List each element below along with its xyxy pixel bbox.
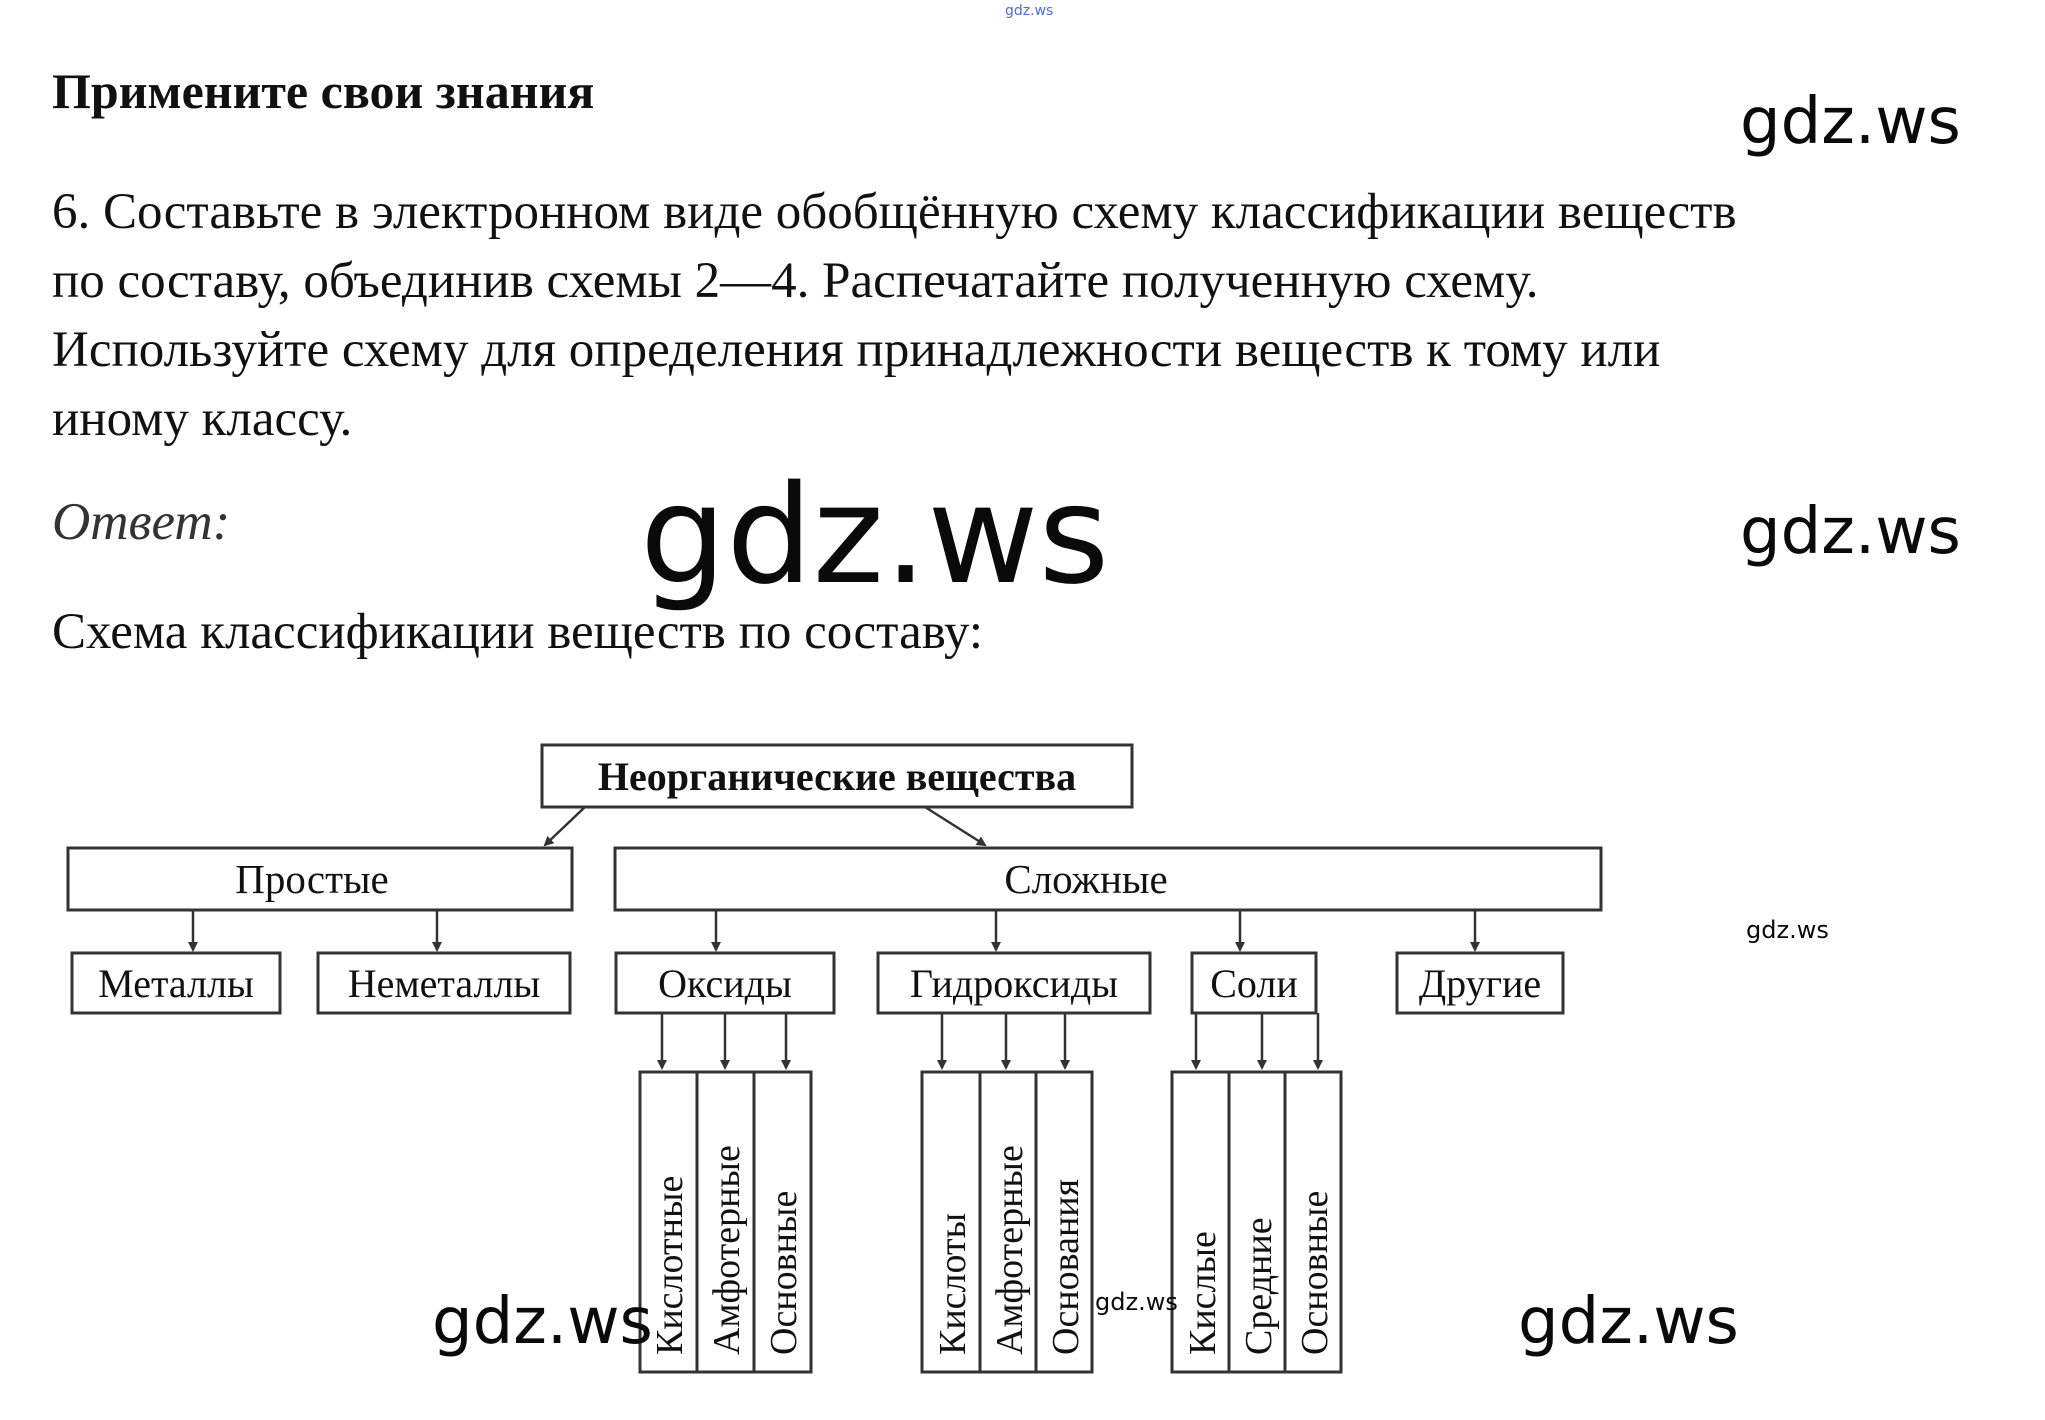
watermark-small-center: gdz.ws <box>1095 1288 1178 1316</box>
watermark-top-right: gdz.ws <box>1740 85 1961 159</box>
others-label: Другие <box>1418 961 1542 1006</box>
watermark-mid-right: gdz.ws <box>1740 495 1961 569</box>
scheme-caption: Схема классификации веществ по составу: <box>52 604 984 660</box>
watermark-bottom-left: gdz.ws <box>432 1285 653 1359</box>
task-line: по составу, объединив схемы 2—4. Распечатайте полученную схему. <box>52 253 1539 309</box>
arrow-root-complex <box>925 807 985 845</box>
hydroxide-acids-label: Кислоты <box>932 1212 974 1355</box>
salts-label: Соли <box>1210 961 1298 1006</box>
hydroxide-bases-label: Основания <box>1045 1178 1087 1355</box>
salt-normal-label: Средние <box>1238 1217 1280 1355</box>
metals-label: Металлы <box>98 961 254 1006</box>
section-heading: Примените свои знания <box>52 63 595 119</box>
task-line: иному классу. <box>52 391 353 447</box>
watermark-large: gdz.ws <box>640 457 1110 615</box>
oxide-basic-label: Основные <box>763 1190 805 1355</box>
watermark-bottom-right: gdz.ws <box>1518 1285 1739 1359</box>
hydroxides-label: Гидроксиды <box>909 961 1119 1006</box>
oxides-label: Оксиды <box>658 961 792 1006</box>
salt-basic-label: Основные <box>1294 1190 1336 1355</box>
salt-acid-label: Кислые <box>1182 1231 1224 1355</box>
watermark-tiny: gdz.ws <box>1005 3 1054 19</box>
complex-label: Сложные <box>1004 856 1168 902</box>
oxide-amphoteric-label: Амфотерные <box>706 1145 748 1355</box>
hydroxide-amphoteric-label: Амфотерные <box>989 1145 1031 1355</box>
answer-label: Ответ: <box>52 493 231 551</box>
root-label: Неорганические вещества <box>597 754 1077 799</box>
oxide-acidic-label: Кислотные <box>649 1175 691 1355</box>
arrow-root-simple <box>545 807 585 845</box>
task-line: Используйте схему для определения принадлежности веществ к тому или <box>52 322 1661 378</box>
watermark-small-right: gdz.ws <box>1746 916 1829 944</box>
nonmetals-label: Неметаллы <box>347 961 541 1006</box>
simple-label: Простые <box>235 856 389 902</box>
task-line: 6. Составьте в электронном виде обобщённую схему классификации веществ <box>52 184 1737 240</box>
